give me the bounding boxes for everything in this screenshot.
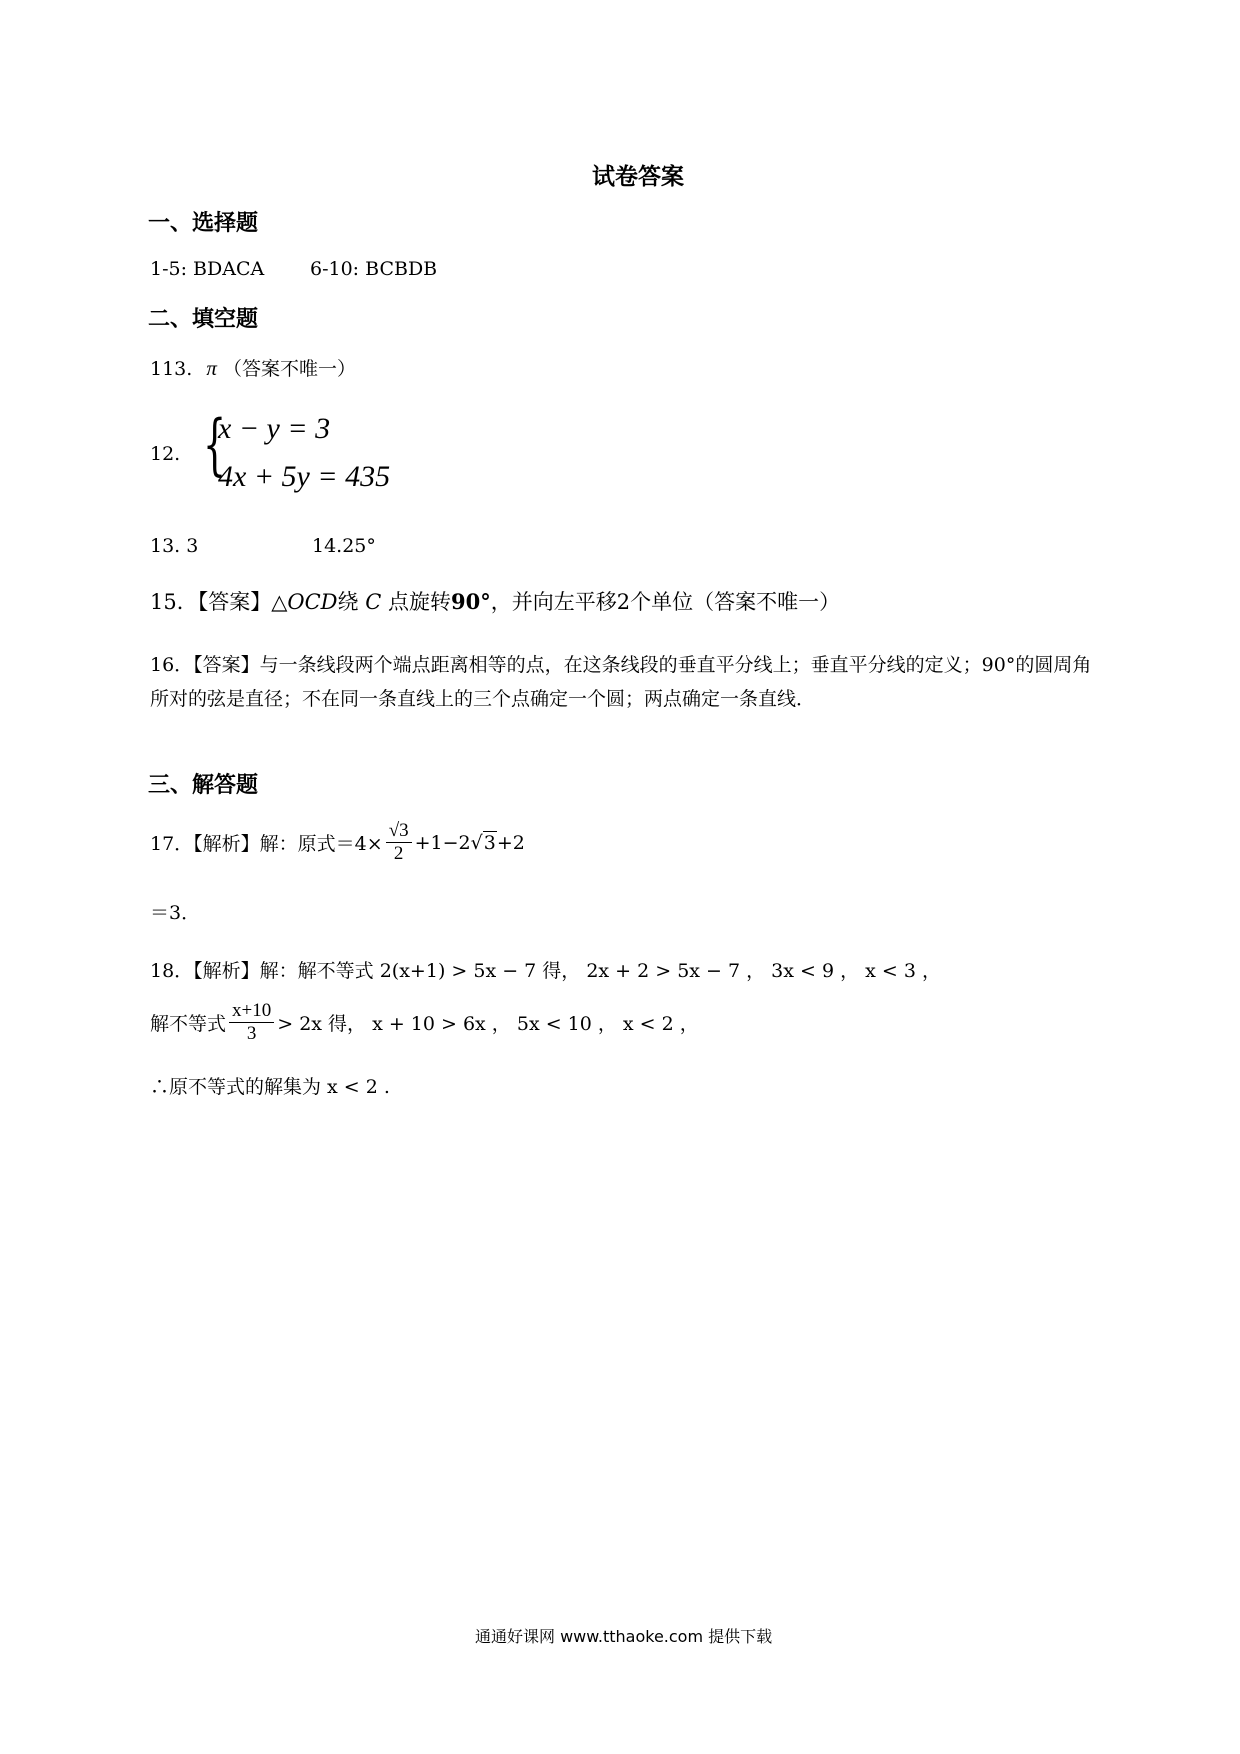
choice-answers-1-5: 1-5: BDACA (150, 258, 265, 280)
answer-17-result: ＝3． (150, 902, 201, 924)
answer-17 (150, 820, 525, 865)
answer-11-number: 113. (150, 358, 193, 380)
rotate-word: 绕 (337, 590, 359, 614)
equation-1: x − y = 3 (218, 412, 331, 445)
equation-2: 4x + 5y = 435 (218, 460, 391, 493)
fraction-denominator: 3 (246, 1023, 257, 1044)
rotation-angle: 90° (450, 589, 491, 614)
triangle-symbol: △ (271, 590, 288, 614)
footer-credit: 通通好课网 www.tthaoke.com 提供下载 (475, 1627, 773, 1646)
answer-17-prefix: 17．【解析】解：原式＝4× (150, 833, 383, 855)
answer-11-note: （答案不唯一） (222, 358, 356, 380)
answer-13: 13. 3 (150, 535, 199, 557)
answer-16: 16．【答案】与一条线段两个端点距离相等的点，在这条线段的垂直平分线上；垂直平分线的定义；90°的圆周角所对的弦是直径；不在同一条直线上的三个点确定一个圆；两点确定一条直线． (150, 654, 1092, 710)
fraction-sqrt3-over-2 (386, 820, 412, 865)
point-c: C (365, 590, 382, 614)
sqrt-radicand: 3 (483, 831, 496, 854)
answer-18-line2-prefix: 解不等式 (150, 1013, 227, 1035)
fraction-numerator: x+10 (229, 1000, 274, 1023)
answer-17-end: +2 (496, 831, 525, 854)
triangle-ocd: OCD (287, 590, 338, 614)
system-brace: { (203, 406, 227, 483)
answer-11 (150, 354, 356, 381)
answer-18-line2-rest: > 2x 得， x + 10 > 6x ， 5x < 10 ， x < 2 ， (277, 1013, 699, 1035)
answer-18-line2 (150, 1000, 699, 1045)
answer-15-prefix: 15．【答案】 (150, 590, 272, 614)
fraction-x-plus-10-over-3 (229, 1000, 274, 1045)
pi-symbol: π (206, 356, 217, 380)
choice-answers-6-10: 6-10: BCBDB (310, 258, 438, 280)
fraction-denominator: 2 (393, 843, 404, 864)
answer-12-number: 12. (150, 443, 181, 465)
answer-17-middle: +1−2 (414, 831, 471, 854)
fraction-numerator: √3 (386, 820, 412, 843)
answer-18-line1: 18．【解析】解：解不等式 2(x+1) > 5x − 7 得， 2x + 2 > 5x − 7 ， 3x < 9 ， x < 3 ， (150, 960, 941, 982)
answer-15 (150, 586, 840, 616)
rotate-middle: 点旋转 (387, 590, 451, 614)
answer-18-line3: ∴原不等式的解集为 x < 2 . (150, 1076, 390, 1098)
section-heading-solutions: 三、解答题 (148, 773, 259, 798)
answer-15-suffix: ，并向左平移2个单位（答案不唯一） (490, 590, 841, 614)
sqrt-term: √3 (470, 831, 496, 854)
section-heading-fill: 二、填空题 (148, 307, 259, 332)
page-title: 试卷答案 (592, 164, 684, 190)
section-heading-choice: 一、选择题 (148, 211, 259, 236)
answer-14: 14.25° (312, 535, 376, 557)
